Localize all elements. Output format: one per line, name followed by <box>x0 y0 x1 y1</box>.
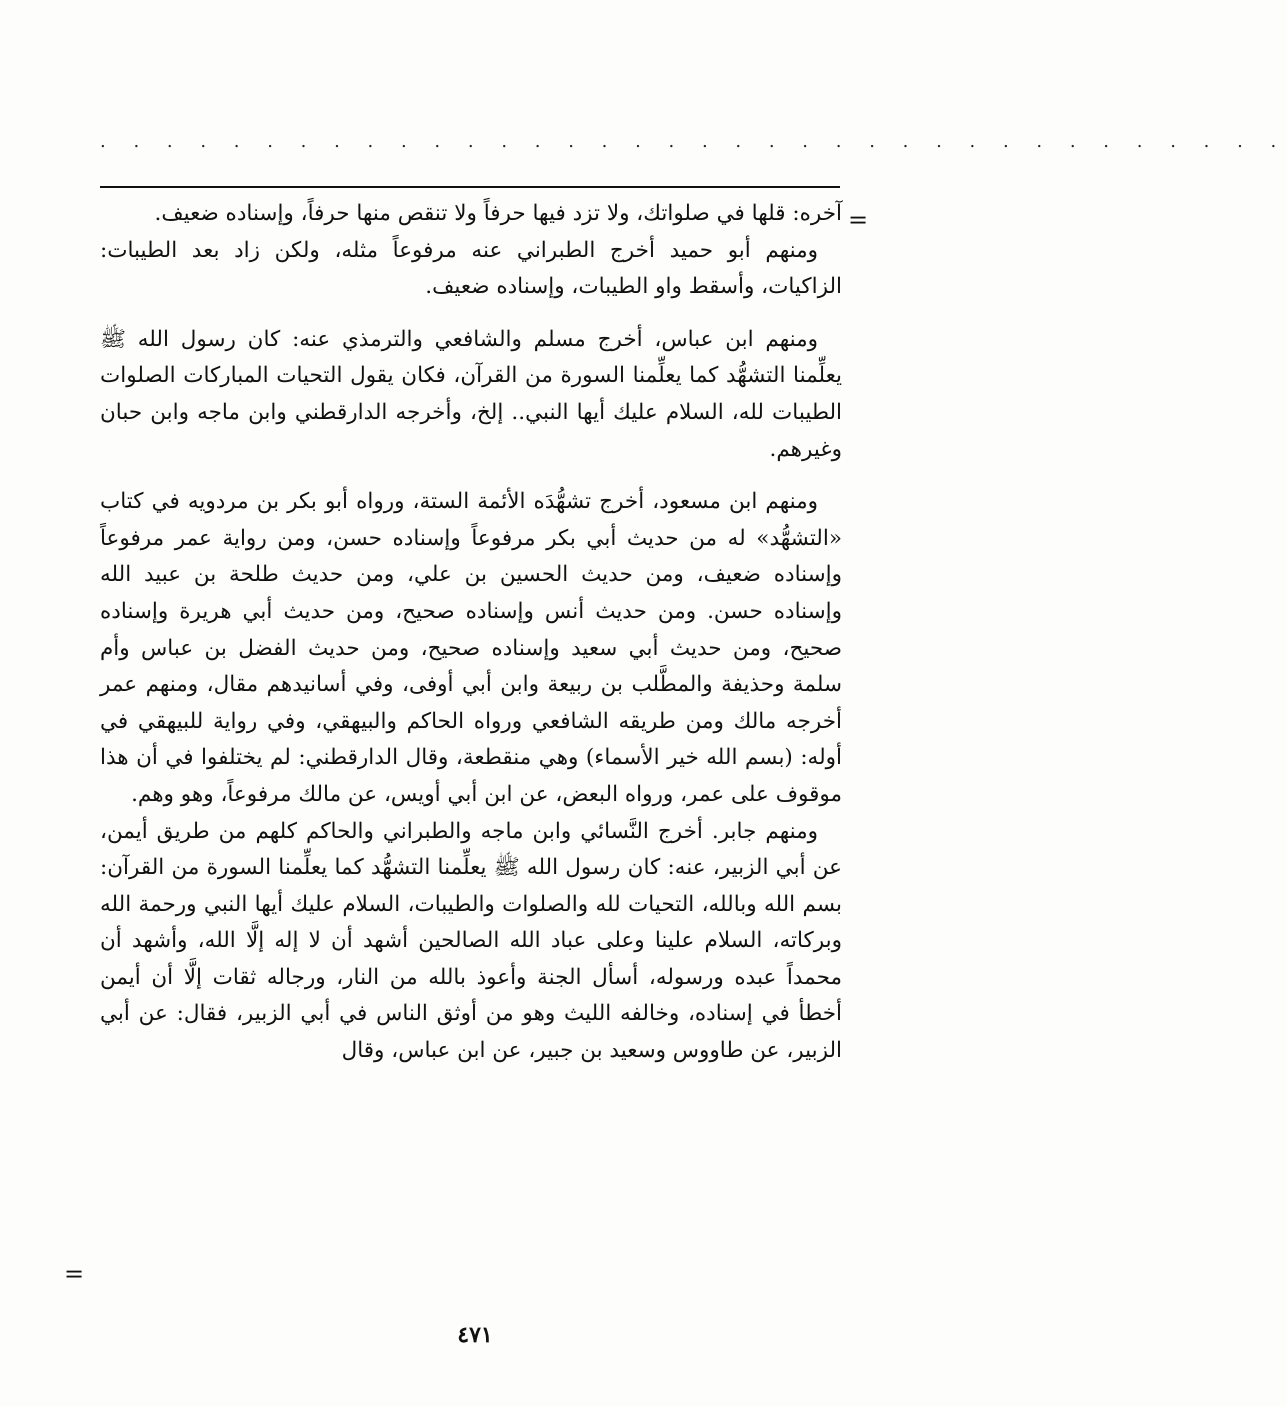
continuation-mark-bottom: = <box>64 1260 85 1288</box>
continuation-mark-top: = <box>848 206 869 234</box>
paragraph-2: ومنهم أبو حميد أخرج الطبراني عنه مرفوعاً مثله، ولكن زاد بعد الطيبات: الزاكيات، وأسقط واو الطيبات، وإسناده ضعيف. <box>100 237 842 300</box>
footnote-text <box>100 196 842 1070</box>
separator-dots: . . . . . . . . . . . . . . . . . . . . . . . . . . . . . . . . . . . . <box>100 131 1287 152</box>
paragraph-5: ومنهم جابر. أخرج النَّسائي وابن ماجه والطبراني والحاكم كلهم من طريق أيمن، عن أبي الزبير، عنه: كان رسول الله ﷺ يعلِّمنا التشهُّد كما يعلِّمنا السورة من القرآن: بسم الله وبالله، التحيات لله والصلوات والطيبات، السلام عليك أيها النبي ورحمة الله وبركاته، السلام علينا وعلى عباد الله الصالحين أشهد أن لا إله إلَّا الله، وأشهد أن محمداً عبده ورسوله، أسأل الجنة وأعوذ بالله من النار، ورجاله ثقات إلَّا أن أيمن أخطأ في إسناده، وخالفه الليث وهو من أوثق الناس في أبي الزبير، فقال: عن أبي الزبير، عن طاووس وسعيد بن جبير، عن ابن عباس، وقال <box>100 818 842 1064</box>
paragraph-1: آخره: قلها في صلواتك، ولا تزد فيها حرفاً ولا تنقص منها حرفاً، وإسناده ضعيف. <box>154 201 842 226</box>
paragraph-4: ومنهم ابن مسعود، أخرج تشهُّدَه الأئمة الستة، ورواه أبو بكر بن مردويه في كتاب «التشهُّد» له من حديث أبي بكر مرفوعاً وإسناده حسن، ومن رواية عمر مرفوعاً وإسناده ضعيف، ومن حديث الحسين بن علي، ومن حديث طلحة بن عبيد الله وإسناده حسن. ومن حديث أنس وإسناده صحيح، ومن حديث أبي هريرة وإسناده صحيح، ومن حديث أبي سعيد وإسناده صحيح، ومن حديث الفضل بن عباس وأم سلمة وحذيفة والمطَّلب بن ربيعة وابن أبي أوفى، وفي أسانيدهم مقال، ومنهم عمر أخرجه مالك ومن طريقه الشافعي ورواه الحاكم والبيهقي، وفي رواية للبيهقي في أوله: (بسم الله خير الأسماء) وهي منقطعة، وقال الدارقطني: لم يختلفوا في أن هذا موقوف على عمر، ورواه البعض، عن ابن أبي أويس، عن مالك مرفوعاً، وهو وهم. <box>100 489 842 807</box>
footnote-rule <box>100 186 840 188</box>
page-number: ٤٧١ <box>457 1322 493 1348</box>
paragraph-3: ومنهم ابن عباس، أخرج مسلم والشافعي والترمذي عنه: كان رسول الله ﷺ يعلِّمنا التشهُّد كما يعلِّمنا السورة من القرآن، فكان يقول التحيات المباركات الصلوات الطيبات لله، السلام عليك أيها النبي.. إلخ، وأخرجه الدارقطني وابن ماجه وابن حبان وغيرهم. <box>100 326 842 462</box>
